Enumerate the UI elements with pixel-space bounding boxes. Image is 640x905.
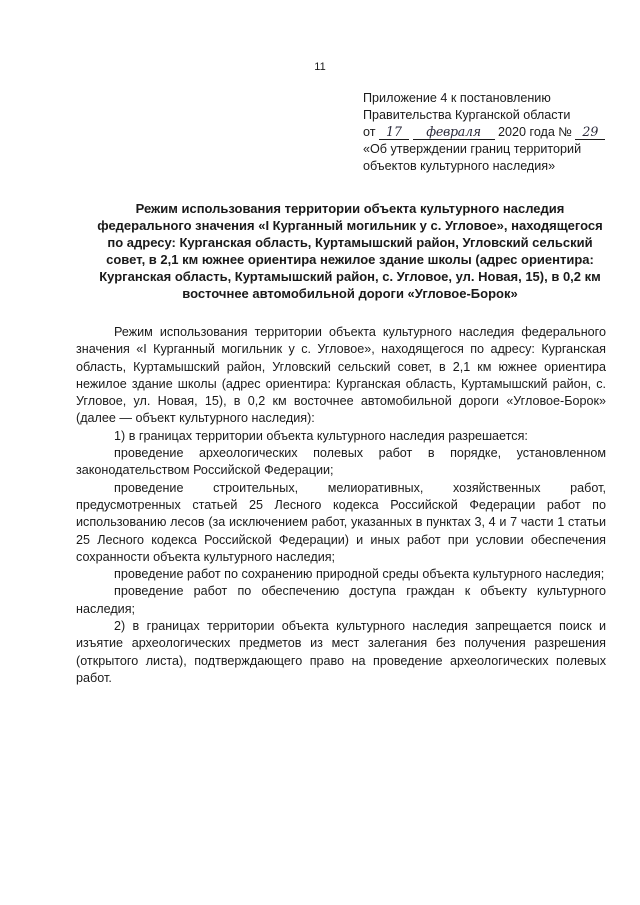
handwritten-day: 17 (379, 125, 409, 140)
body-paragraph: проведение работ по сохранению природной среды объекта культурного наследия; (114, 567, 605, 582)
body-paragraph: проведение работ по обеспечению доступа граждан к объекту культурного наследия; (76, 584, 606, 616)
document-body (76, 324, 606, 687)
body-paragraph: 1) в границах территории объекта культурного наследия разрешается: (114, 428, 528, 443)
body-paragraph: 2) в границах территории объекта культурного наследия запрещается поиск и изъятие археологических предметов из мест залегания без получения разрешения (открытого листа), подтверждающего право на проведение археологических полевых работ. (76, 619, 606, 685)
handwritten-number: 29 (575, 125, 605, 140)
body-paragraph: Режим использования территории объекта культурного наследия федерального значения «I Курганный могильник у с. Угловое», находящегося по адресу: Курганская область, Куртамышский район, Угловский сельский совет, в 2,1 км южнее ориентира нежилое здание школы (адрес ориентира: Курганская область, Куртамышский район, с. Угловое, ул. Новая, 15), в 0,2 км восточнее автомобильной дороги «Угловое-Борок» (далее — объект культурного наследия): (76, 325, 606, 426)
body-paragraph: проведение строительных, мелиоративных, хозяйственных работ, предусмотренных статьей 25 Лесного кодекса Российской Федерации работ по использованию лесов (за исключением работ, указанных в пунктах 3, 4 и 7 части 1 статьи 25 Лесного кодекса Российской Федерации) и иных работ при условии обеспечения сохранности объекта культурного наследия; (76, 480, 606, 564)
appendix-line-5: объектов культурного наследия» (363, 159, 556, 173)
appendix-year-text: 2020 года № (498, 125, 572, 139)
appendix-line-4: «Об утверждении границ территорий (363, 142, 582, 156)
document-title: Режим использования территории объекта культурного наследия федерального значения «I Курганный могильник у с. Угловое», находящегося по адресу: Курганская область, Куртамышский район, Угловский сельский совет, в 2,1 км южнее ориентира нежилое здание школы (адрес ориентира: Курганская область, Куртамышский район, с. Угловое, ул. Новая, 15), в 0,2 км восточнее автомобильной дороги «Угловое-Борок» (97, 201, 603, 301)
appendix-line-2: Правительства Курганской области (363, 108, 571, 122)
appendix-from-prefix: от (363, 125, 376, 139)
handwritten-month: февраля (413, 125, 495, 140)
page-number: 11 (314, 61, 326, 73)
body-paragraph: проведение археологических полевых работ в порядке, установленном законодательством Российской Федерации; (76, 446, 606, 478)
appendix-line-1: Приложение 4 к постановлению (363, 91, 551, 105)
appendix-date-line (363, 124, 613, 141)
appendix-header (363, 90, 613, 175)
